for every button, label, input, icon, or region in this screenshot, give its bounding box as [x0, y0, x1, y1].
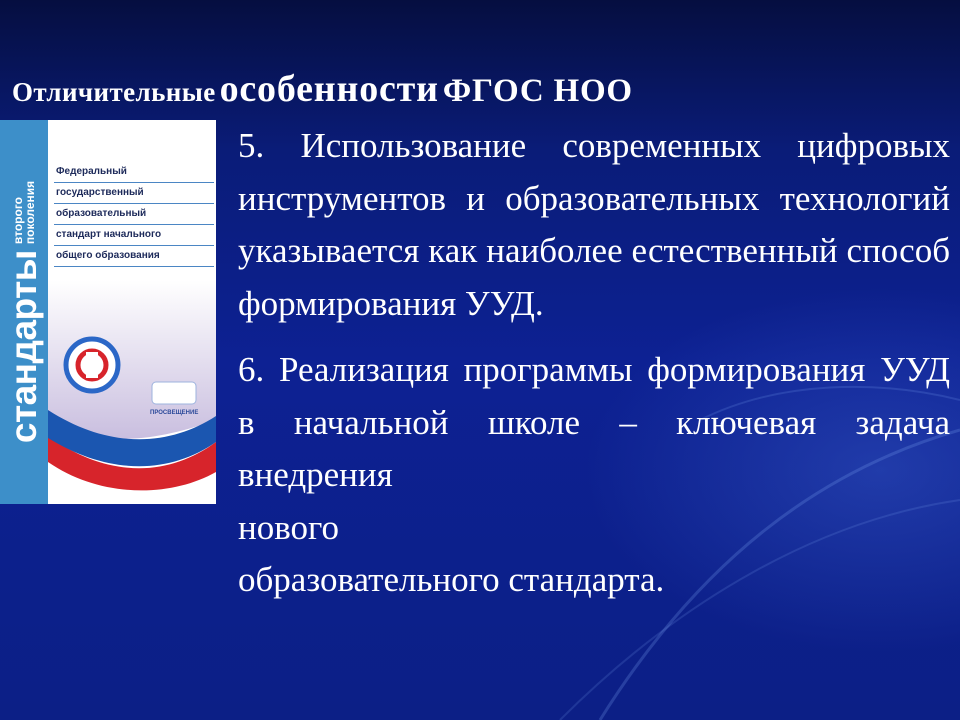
book-spine-sub [12, 181, 36, 244]
book-line: общего образования [54, 246, 214, 267]
title-part-1: Отличительные [12, 77, 216, 107]
point-6-text: 6. Реализация программы формирования УУД в начальной школе – ключевая задача внедрения [238, 350, 950, 494]
book-spine-sub-2: поколения [23, 180, 37, 245]
title-part-3: ФГОС НОО [442, 73, 633, 109]
point-6 [238, 344, 950, 607]
book-title-lines [54, 162, 214, 267]
point-5: 5. Использование современных цифровых инструментов и образовательных технологий указывается как наиболее естественный способ формирования УУД. [238, 126, 950, 323]
title-part-2: особенности [219, 68, 439, 110]
book-line: образовательный [54, 204, 214, 225]
slide-body [238, 120, 950, 607]
book-cover-image [0, 120, 216, 504]
point-6-tail-2: образовательного стандарта. [238, 560, 665, 599]
publisher-logo: ПРОСВЕЩЕНИЕ [150, 410, 199, 416]
slide-title [12, 64, 952, 114]
book-line: стандарт начального [54, 225, 214, 246]
book-spine-main: стандарты [3, 250, 44, 444]
book-spine-title [3, 181, 45, 443]
book-line: государственный [54, 183, 214, 204]
book-spine [0, 120, 48, 504]
book-spine-sub-1: второго [11, 196, 25, 245]
book-line: Федеральный [54, 162, 214, 183]
point-6-tail-1: нового [238, 507, 340, 547]
